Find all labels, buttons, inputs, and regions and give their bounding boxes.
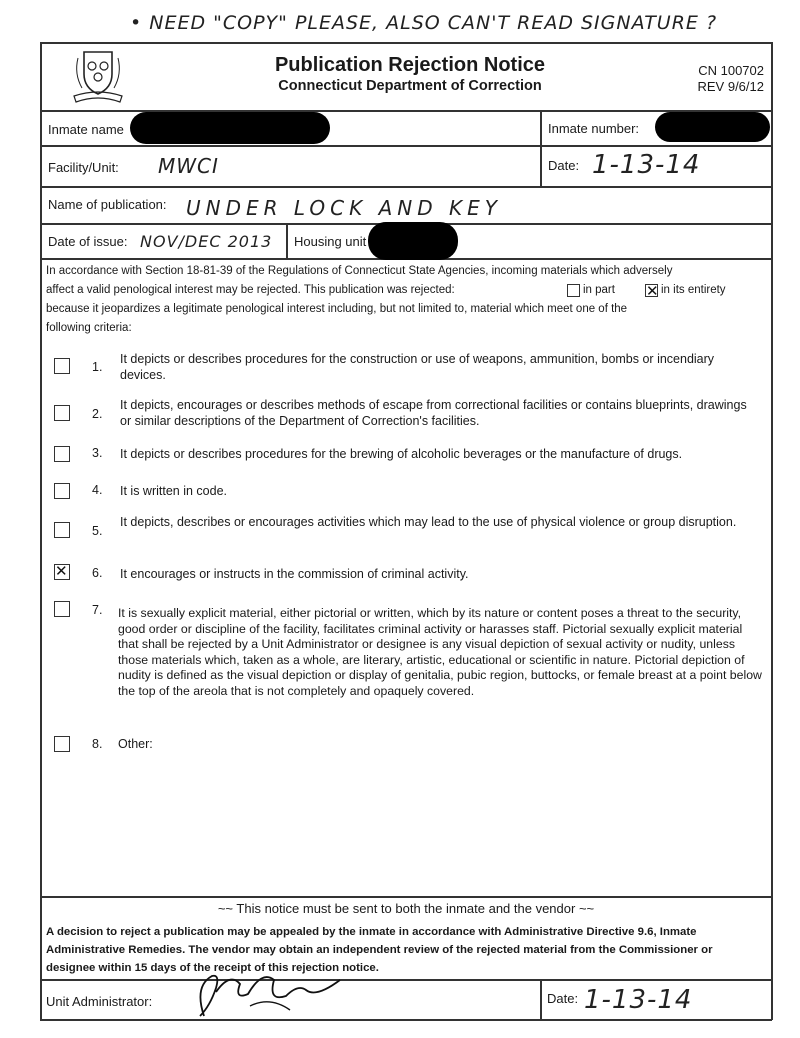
unit-admin-label: Unit Administrator: — [46, 994, 153, 1009]
footer-date-label: Date: — [547, 991, 579, 1006]
intro-line-4: following criteria: — [46, 322, 132, 334]
housing-unit-redaction — [368, 222, 458, 260]
inmate-name-label: Inmate name — [48, 122, 124, 137]
criterion-1-text: It depicts or describes procedures for the construction or use of weapons, ammunition, bombs or incendiary devices. — [120, 352, 715, 382]
form-number: CN 100702 — [698, 63, 764, 78]
criterion-4-number: 4. — [92, 483, 103, 497]
form-subtitle: Connecticut Department of Correction — [278, 78, 542, 94]
form-revision: REV 9/6/12 — [697, 79, 764, 94]
criterion-6-text: It encourages or instructs in the commission of criminal activity. — [120, 567, 469, 581]
in-entirety-label: in its entirety — [661, 284, 726, 296]
col-divider — [286, 223, 288, 258]
issue-date-value: NOV/DEC 2013 — [140, 232, 273, 251]
intro-line-3: because it jeopardizes a legitimate penological interest including, but not limited to, material which meet one of the — [46, 303, 628, 315]
col-divider — [540, 110, 542, 186]
criterion-6-number: 6. — [92, 566, 103, 580]
handwritten-note: • NEED "COPY" PLEASE, ALSO CAN'T READ SIGNATURE ? — [130, 12, 718, 34]
criterion-6-checkbox[interactable] — [54, 564, 70, 580]
form-border-bottom — [40, 1019, 772, 1021]
intro-line-1: In accordance with Section 18-81-39 of the Regulations of Connecticut State Agencies, incoming materials which adversely — [46, 265, 673, 277]
facility-label: Facility/Unit: — [48, 160, 119, 175]
row-divider — [40, 145, 772, 147]
criterion-3-number: 3. — [92, 446, 103, 460]
criterion-3-checkbox[interactable] — [54, 446, 70, 462]
criterion-5-number: 5. — [92, 524, 103, 538]
in-part-label: in part — [583, 284, 615, 296]
criterion-1-number: 1. — [92, 360, 103, 374]
footer-notice: ~~ This notice must be sent to both the inmate and the vendor ~~ — [217, 901, 595, 916]
date-value: 1-13-14 — [592, 150, 701, 180]
criterion-5-checkbox[interactable] — [54, 522, 70, 538]
footer-divider — [40, 896, 772, 898]
criterion-2-text: It depicts, encourages or describes methods of escape from correctional facilities or contains blueprints, drawings or similar descriptions of the Department of Correction's facilities. — [120, 398, 747, 428]
criterion-1-checkbox[interactable] — [54, 358, 70, 374]
inmate-name-redaction — [130, 112, 330, 144]
criterion-3-text: It depicts or describes procedures for the brewing of alcoholic beverages or the manufacture of drugs. — [120, 447, 683, 461]
inmate-number-redaction — [655, 112, 770, 142]
in-entirety-checkbox[interactable] — [645, 284, 658, 297]
form-border-left — [40, 42, 42, 1020]
criterion-2-number: 2. — [92, 407, 103, 421]
footer-date-value: 1-13-14 — [584, 985, 693, 1015]
appeal-text: A decision to reject a publication may be appealed by the inmate in accordance with Administrative Directive 9.6, Inmate Administrative Remedies. The vendor may obtain an independent review of the rejected material from the Commissioner or designee within 15 days of the receipt of this rejection notice. — [46, 926, 713, 974]
criterion-2-checkbox[interactable] — [54, 405, 70, 421]
criterion-5-text: It depicts, describes or encourages activities which may lead to the use of physical violence or group disruption. — [120, 515, 737, 529]
issue-date-label: Date of issue: — [48, 234, 128, 249]
publication-value: UNDER LOCK AND KEY — [186, 196, 502, 220]
criterion-4-text: It is written in code. — [120, 484, 227, 498]
form-border-top — [40, 42, 772, 44]
criterion-7-text: It is sexually explicit material, either pictorial or written, which by its nature or content poses a threat to the security, good order or discipline of the facility, facilitates criminal activity or harasses staff. Pictorial sexually explicit material that shall be rejected by a Unit Administrator or designee is any visual depiction of sexual activity or nudity, unless those materials which, taken as a whole, are literary, artistic, educational or scientific in nature. Pictorial depiction of nudity is defined as the visual depiction or display of genitalia, pubic region, buttocks, or female breast at a point below the top of the areola that is not completely and opaquely covered. — [118, 606, 762, 698]
row-divider — [40, 186, 772, 188]
form-border-right — [771, 42, 773, 1020]
handwritten-signature-icon — [190, 966, 350, 1022]
criterion-8-checkbox[interactable] — [54, 736, 70, 752]
footer-divider — [40, 979, 772, 981]
criterion-8-number: 8. — [92, 737, 103, 751]
intro-line-2: affect a valid penological interest may be rejected. This publication was rejected: — [46, 284, 455, 296]
footer-col-divider — [540, 979, 542, 1019]
criterion-7-number: 7. — [92, 603, 103, 617]
inmate-number-label: Inmate number: — [548, 121, 640, 136]
criterion-8-text: Other: — [118, 737, 153, 751]
date-label: Date: — [548, 158, 580, 173]
criterion-7-checkbox[interactable] — [54, 601, 70, 617]
state-seal-icon — [68, 44, 128, 104]
criterion-4-checkbox[interactable] — [54, 483, 70, 499]
publication-label: Name of publication: — [48, 197, 167, 212]
housing-unit-label: Housing unit — [294, 234, 367, 249]
in-part-checkbox[interactable] — [567, 284, 580, 297]
facility-value: MWCI — [158, 154, 219, 178]
form-title: Publication Rejection Notice — [274, 54, 546, 76]
